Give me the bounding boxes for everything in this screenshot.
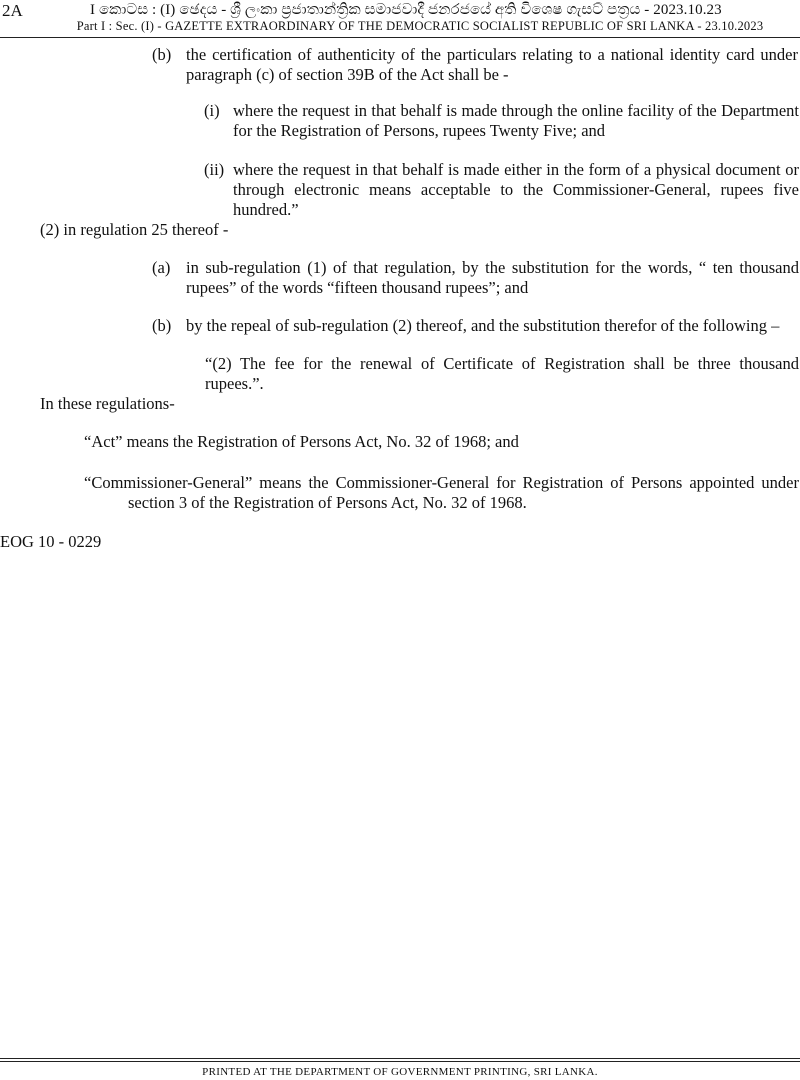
para-ii-marker: (ii) xyxy=(204,160,225,179)
para-b1-text: the certification of authenticity of the particulars relating to a national identity card under paragraph (c) of section 39B of the Act shall be - xyxy=(186,45,798,84)
para-b2-text: by the repeal of sub-regulation (2) thereof, and the substitution therefor of the following – xyxy=(186,316,780,335)
header-english-title: Part I : Sec. (I) - GAZETTE EXTRAORDINARY OF THE DEMOCRATIC SOCIALIST REPUBLIC OF SRI LANKA - 23.10.2023 xyxy=(76,19,764,33)
definition-commissioner-general-text: “Commissioner-General” means the Commissioner-General for Registration of Persons appointed under section 3 of the Registration of Persons Act, No. 32 of 1968. xyxy=(84,473,799,512)
definition-act: “Act” means the Registration of Persons Act, No. 32 of 1968; and xyxy=(84,432,519,451)
footer-rule-bottom xyxy=(0,1061,800,1062)
reference-number: EOG 10 - 0229 xyxy=(0,532,102,551)
para-ii-text: where the request in that behalf is made either in the form of a physical document or through electronic means acceptable to the Commissioner-General, rupees five hundred.” xyxy=(233,160,799,219)
quoted-subregulation: “(2) The fee for the renewal of Certificate of Registration shall be three thousand rupees.”. xyxy=(205,354,799,393)
para-i-marker: (i) xyxy=(204,101,220,120)
para-2: (2) in regulation 25 thereof - xyxy=(40,220,229,239)
para-b1-marker: (b) xyxy=(152,45,172,64)
para-i-text: where the request in that behalf is made through the online facility of the Department for the Registration of Persons, rupees Twenty Five; and xyxy=(233,101,799,140)
page-number: 2A xyxy=(2,1,23,20)
header-sinhala-title: I කොටස : (I) ඡෙදය - ශ්‍රී ලංකා ප්‍රජාතාන්ත්‍රික සමාජවාදී ජනරජයේ අති විශෙෂ ගැසට් පත්‍රය - 2023.10.23 xyxy=(90,2,722,18)
para-a-text: in sub-regulation (1) of that regulation, by the substitution for the words, “ ten thousand rupees” of the words “fifteen thousand rupees”; and xyxy=(186,258,799,297)
footer-rule-top xyxy=(0,1058,800,1059)
in-these-regulations: In these regulations- xyxy=(40,394,175,413)
header-rule xyxy=(0,37,800,38)
printer-imprint: PRINTED AT THE DEPARTMENT OF GOVERNMENT PRINTING, SRI LANKA. xyxy=(202,1066,598,1078)
para-b2-marker: (b) xyxy=(152,316,172,335)
para-a-marker: (a) xyxy=(152,258,171,277)
page-header xyxy=(0,0,800,40)
definition-commissioner-general xyxy=(84,473,799,513)
